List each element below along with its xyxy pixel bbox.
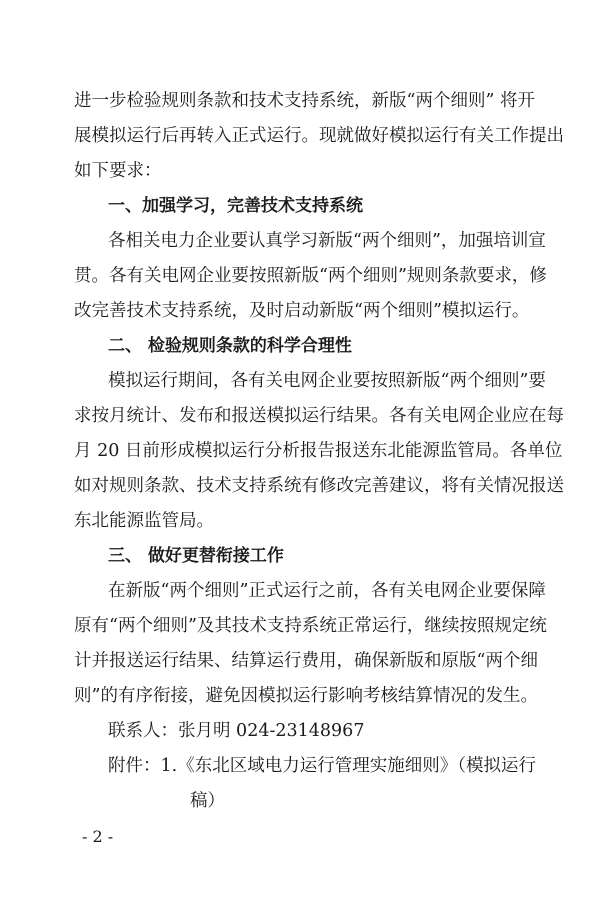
section-1-line-1: 各相关电力企业要认真学习新版“两个细则”，加强培训宣 bbox=[108, 231, 546, 251]
section-2-line-1: 模拟运行期间，各有关电网企业要按照新版“两个细则”要 bbox=[108, 371, 546, 391]
section-2-line-4: 如对规则条款、技术支持系统有修改完善建议，将有关情况报送 bbox=[74, 476, 564, 496]
contact-line: 联系人：张月明 024-23148967 bbox=[108, 721, 365, 741]
attachment-line-2: 稿） bbox=[190, 791, 225, 811]
section-3-line-1: 在新版“两个细则”正式运行之前，各有关电网企业要保障 bbox=[108, 581, 546, 601]
section-1-line-3: 改完善技术支持系统，及时启动新版“两个细则”模拟运行。 bbox=[74, 301, 530, 321]
section-3-line-3: 计并报送运行结果、结算运行费用，确保新版和原版“两个细 bbox=[74, 651, 538, 671]
section-2-line-5: 东北能源监管局。 bbox=[74, 511, 214, 531]
section-2-line-3: 月 20 日前形成模拟运行分析报告报送东北能源监管局。各单位 bbox=[74, 441, 563, 461]
section-1-heading: 一、加强学习，完善技术支持系统 bbox=[108, 196, 363, 216]
intro-line-2: 展模拟运行后再转入正式运行。现就做好模拟运行有关工作提出 bbox=[74, 126, 564, 146]
intro-line-3: 如下要求： bbox=[74, 161, 162, 181]
section-3-line-2: 原有“两个细则”及其技术支持系统正常运行，继续按照规定统 bbox=[74, 616, 547, 636]
section-3-line-4: 则”的有序衔接，避免因模拟运行影响考核结算情况的发生。 bbox=[74, 686, 538, 706]
section-2-heading: 二、 检验规则条款的科学合理性 bbox=[108, 336, 352, 356]
intro-line-1: 进一步检验规则条款和技术支持系统，新版“两个细则” 将开 bbox=[74, 91, 535, 111]
section-1-line-2: 贯。各有关电网企业要按照新版“两个细则”规则条款要求，修 bbox=[74, 266, 547, 286]
section-2-line-2: 求按月统计、发布和报送模拟运行结果。各有关电网企业应在每 bbox=[74, 406, 564, 426]
section-3-heading: 三、 做好更替衔接工作 bbox=[108, 546, 284, 566]
attachment-line-1: 附件：1.《东北区域电力运行管理实施细则》（模拟运行 bbox=[108, 756, 536, 776]
page-number: - 2 - bbox=[82, 827, 114, 846]
